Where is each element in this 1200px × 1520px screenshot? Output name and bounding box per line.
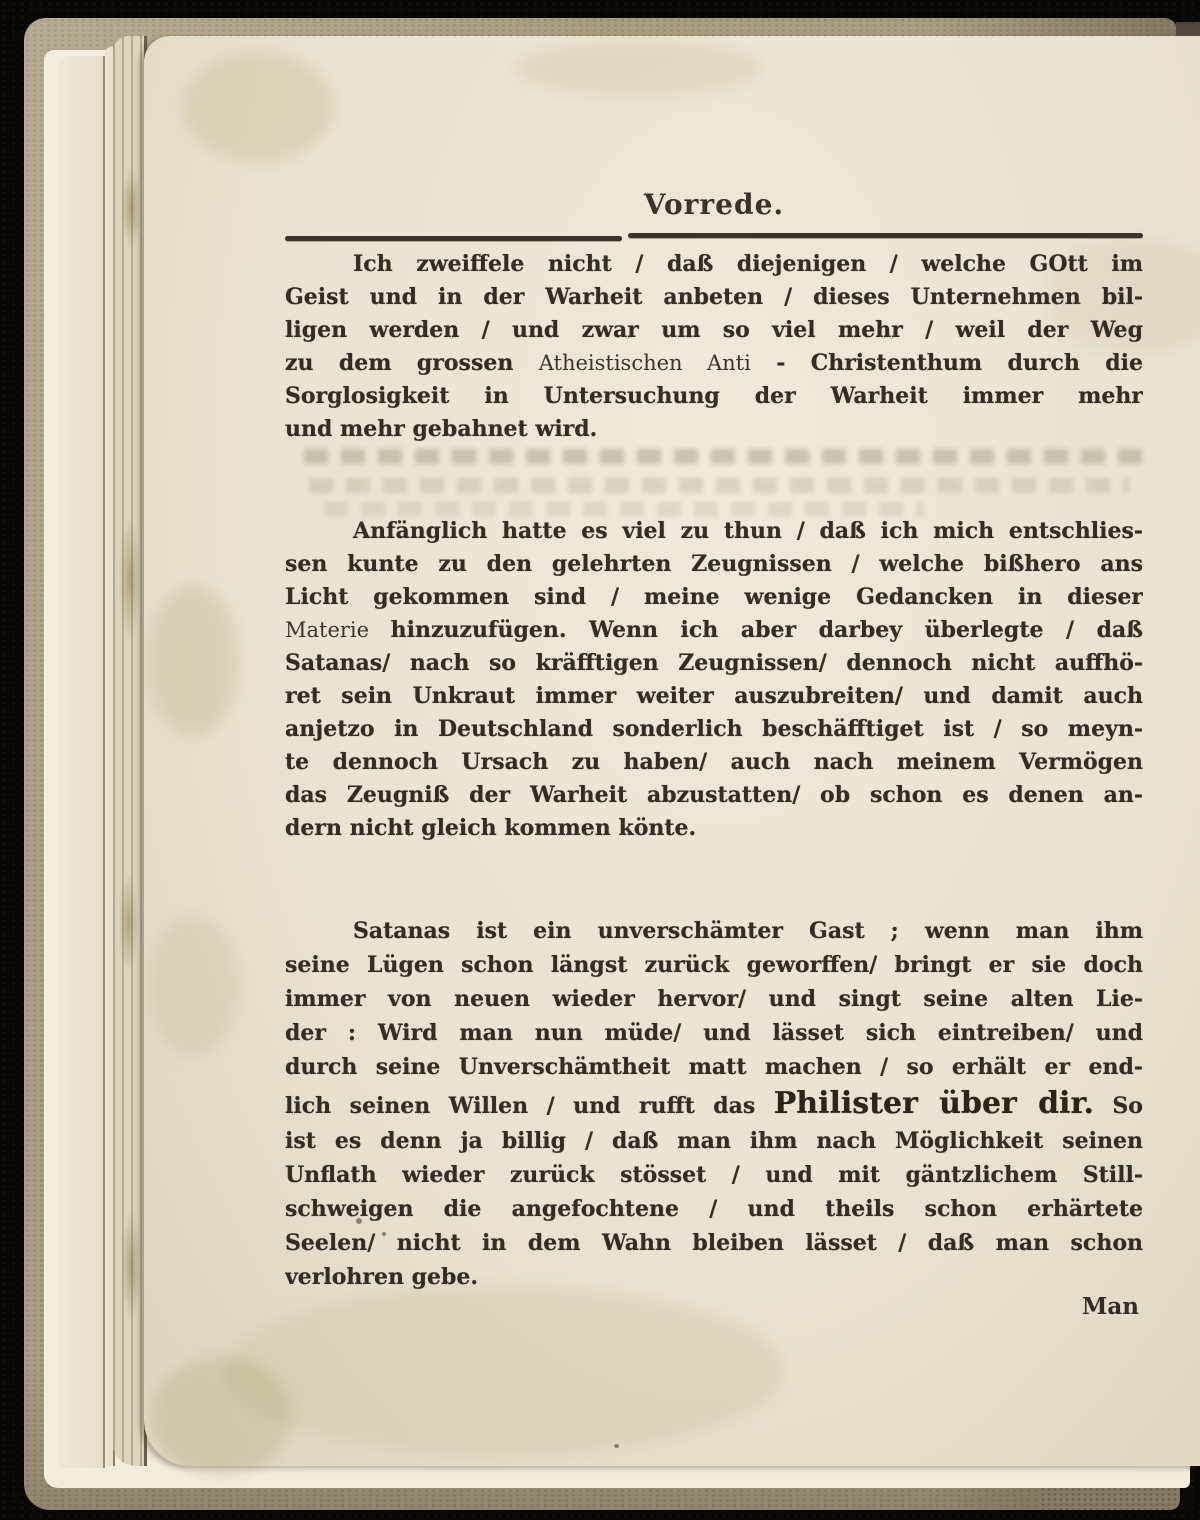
paragraph bbox=[285, 515, 1143, 845]
text-line: Seelen/ nicht in dem Wahn bleiben lässet / daß man schon bbox=[285, 1230, 1143, 1256]
text-line: Satanas/ nach so kräfftigen Zeugnissen/ dennoch nicht auffhö- bbox=[285, 650, 1143, 676]
text-line: Unflath wieder zurück stösset / und mit gäntzlichem Still- bbox=[285, 1162, 1143, 1188]
text-line: schweigen die angefochtene / und theils schon erhärtete bbox=[285, 1196, 1143, 1222]
text-line: te dennoch Ursach zu haben/ auch nach meinem Vermögen bbox=[285, 749, 1143, 775]
catchword: Man bbox=[1081, 1293, 1139, 1320]
text-line: durch seine Unverschämtheit matt machen / so erhält er end- bbox=[285, 1054, 1143, 1080]
header-rule-right bbox=[628, 233, 1143, 238]
text-line: verlohren gebe. bbox=[285, 1264, 479, 1290]
stain bbox=[184, 52, 334, 162]
text-line: Licht gekommen sind / meine wenige Gedancken in dieser bbox=[285, 584, 1143, 610]
text-line: ist es denn ja billig / daß man ihm nach Möglichkeit seinen bbox=[285, 1128, 1143, 1154]
text-line: immer von neuen wieder hervor/ und singt seine alten Lie- bbox=[285, 986, 1143, 1012]
stacked-page-edge bbox=[57, 56, 105, 1468]
stain bbox=[152, 1356, 292, 1476]
page-title: Vorrede. bbox=[643, 188, 785, 221]
text-line: Anfänglich hatte es viel zu thun / daß ich mich entschlies- bbox=[353, 518, 1143, 544]
text-line: der : Wird man nun müde/ und lässet sich eintreiben/ und bbox=[285, 1020, 1143, 1046]
stain bbox=[148, 586, 238, 736]
text-line: das Zeugniß der Warheit abzustatten/ ob schon es denen an- bbox=[285, 782, 1143, 808]
book-page bbox=[144, 36, 1200, 1466]
text-line: Ich zweiffele nicht / daß diejenigen / welche GOtt im bbox=[353, 251, 1143, 277]
header-rule-left bbox=[285, 236, 622, 241]
text-line: Geist und in der Warheit anbeten / dieses Unternehmen bil- bbox=[285, 284, 1143, 310]
text-line: ret sein Unkraut immer weiter auszubreiten/ und damit auch bbox=[285, 683, 1143, 709]
text-line: zu dem grossen Atheistischen Anti - Christenthum durch die bbox=[285, 350, 1143, 376]
text-line: dern nicht gleich kommen könte. bbox=[285, 815, 697, 841]
text-line: Satanas ist ein unverschämter Gast ; wenn man ihm bbox=[353, 918, 1143, 944]
paragraph bbox=[285, 914, 1143, 1294]
text-line: Sorglosigkeit in Untersuchung der Warheit immer mehr bbox=[285, 383, 1143, 409]
bleedthrough-text bbox=[304, 449, 1144, 464]
bleedthrough-text bbox=[309, 478, 1129, 493]
ink-speck bbox=[614, 1444, 619, 1448]
text-line: und mehr gebahnet wird. bbox=[285, 416, 598, 442]
text-line: seine Lügen schon längst zurück geworffen/ bringt er sie doch bbox=[285, 952, 1143, 978]
text-line: sen kunte zu den gelehrten Zeugnissen / welche bißhero ans bbox=[285, 551, 1143, 577]
stain bbox=[148, 916, 238, 1056]
text-line: Materie hinzuzufügen. Wenn ich aber darbey überlegte / daß bbox=[285, 617, 1143, 643]
page-gutter-stains bbox=[113, 36, 147, 1466]
text-line: ligen werden / und zwar um so viel mehr / weil der Weg bbox=[285, 317, 1143, 343]
paragraph bbox=[285, 248, 1143, 446]
text-line: lich seinen Willen / und rufft das Philister über dir. So bbox=[285, 1086, 1143, 1121]
text-line: anjetzo in Deutschland sonderlich beschäfftiget ist / so meyn- bbox=[285, 716, 1143, 742]
stain bbox=[514, 38, 764, 98]
